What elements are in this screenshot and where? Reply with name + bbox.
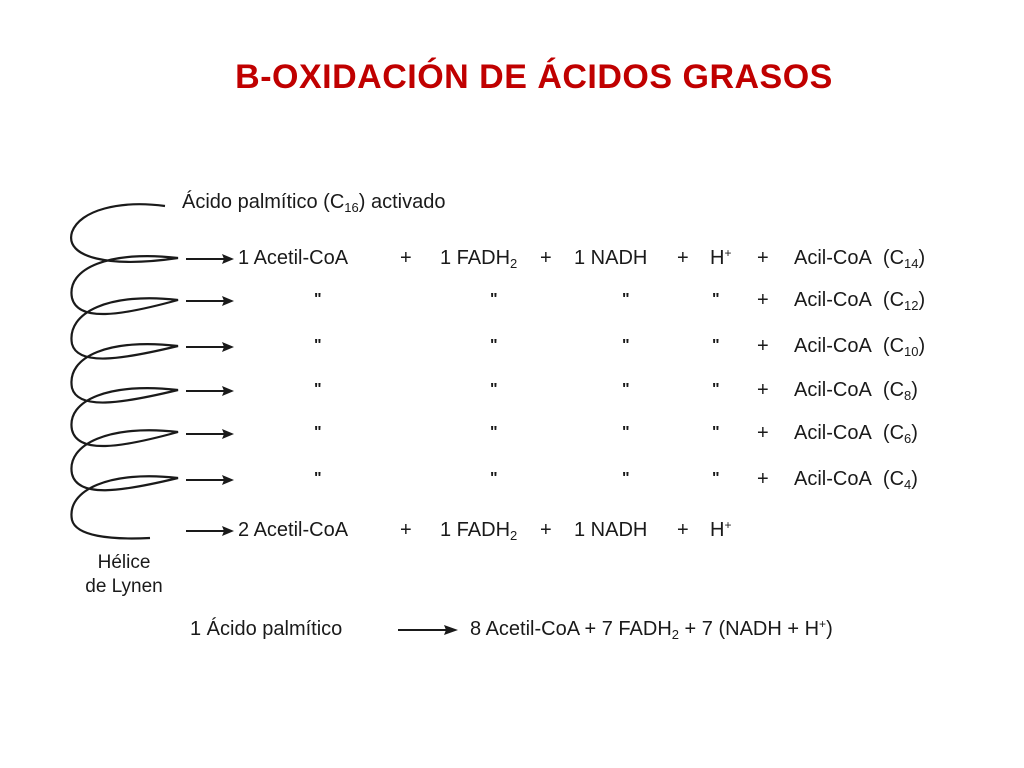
row-2-ditto-1: ": [314, 291, 322, 308]
summary-products: [470, 617, 833, 642]
row-6-ditto-1: ": [314, 470, 322, 487]
row-2-ditto-3: ": [622, 291, 630, 308]
summary-h-sup: +: [819, 617, 827, 631]
row-4-plus-acyl: +: [757, 379, 769, 401]
final-row-acetyl: 2 Acetil-CoA: [238, 519, 349, 541]
row-1-h: H: [710, 247, 725, 269]
final-row-fadh: [440, 519, 518, 543]
final-row-h: H: [710, 519, 725, 541]
row-5-acyl-label: Acil-CoA: [794, 422, 872, 444]
lynen-helix-icon: [0, 0, 200, 560]
row-1-acetyl: 1 Acetil-CoA: [238, 247, 349, 269]
summary-products-a: 8 Acetil-CoA + 7 FADH: [470, 618, 672, 640]
row-5-acyl: Acil-CoA $(C_6)$: [794, 422, 918, 446]
row-1-fadh-text: 1 FADH: [440, 247, 511, 269]
row-2-ditto-2: ": [490, 291, 498, 308]
row-3-ditto-4: ": [712, 337, 720, 354]
row-5-ditto-2: ": [490, 424, 498, 441]
summary-arrow-icon: [398, 624, 458, 636]
row-3-acyl-chain: 10: [904, 344, 919, 359]
row-3-ditto-3: ": [622, 337, 630, 354]
row-4-ditto-2: ": [490, 381, 498, 398]
row-1-acyl-label: Acil-CoA: [794, 247, 872, 269]
row-6-ditto-3: ": [622, 470, 630, 487]
row-1-fadh-sub: 2: [510, 256, 518, 271]
row-1-plus-acyl: +: [757, 247, 769, 269]
row-2-acyl: Acil-CoA $(C_{12})$: [794, 289, 926, 313]
row-5-acyl-chain: 6: [904, 431, 912, 446]
row-6-acyl-label: Acil-CoA: [794, 468, 872, 490]
row-3-acyl: Acil-CoA $(C_{10})$: [794, 335, 926, 359]
row-3-acyl-label: Acil-CoA: [794, 335, 872, 357]
row-5-ditto-3: ": [622, 424, 630, 441]
helix-label: [78, 551, 170, 599]
row-2-arrow-icon: [186, 295, 234, 307]
summary-reactant: 1 Ácido palmítico: [190, 618, 343, 640]
row-1-nadh: 1 NADH: [574, 247, 648, 269]
row-6-acyl-chain: 4: [904, 477, 912, 492]
final-row-fadh-text: 1 FADH: [440, 519, 511, 541]
row-1-proton: [710, 248, 731, 268]
row-5-arrow-icon: [186, 428, 234, 440]
title-text: B-OXIDACIÓN DE ÁCIDOS GRASOS: [235, 58, 833, 96]
row-2-acyl-label: Acil-CoA: [794, 289, 872, 311]
helix-label-line1: Hélice: [97, 552, 151, 573]
row-1-plus-2: +: [540, 247, 552, 269]
final-row-plus-1: +: [400, 519, 412, 541]
row-4-ditto-3: ": [622, 381, 630, 398]
row-3-arrow-icon: [186, 341, 234, 353]
row-5-ditto-1: ": [314, 424, 322, 441]
row-6-ditto-4: ": [712, 470, 720, 487]
row-2-plus-acyl: +: [757, 289, 769, 311]
row-4-ditto-4: ": [712, 381, 720, 398]
start-prefix: Ácido palmítico (C: [182, 191, 345, 213]
final-row-proton: [710, 520, 731, 540]
row-2-acyl-chain: 12: [904, 298, 919, 313]
row-5-plus-acyl: +: [757, 422, 769, 444]
final-row-fadh-sub: 2: [510, 528, 518, 543]
row-3-ditto-2: ": [490, 337, 498, 354]
row-4-arrow-icon: [186, 385, 234, 397]
row-1-h-sup: +: [724, 246, 732, 260]
row-4-acyl: Acil-CoA $(C_8)$: [794, 379, 918, 403]
row-6-ditto-2: ": [490, 470, 498, 487]
final-row-plus-2: +: [540, 519, 552, 541]
summary-close: ): [826, 618, 833, 640]
start-suffix: ) activado: [358, 191, 446, 213]
summary-fadh-sub: 2: [671, 627, 679, 642]
row-1-plus-3: +: [677, 247, 689, 269]
helix-label-line2: de Lynen: [85, 576, 163, 597]
row-6-acyl: Acil-CoA $(C_4)$: [794, 468, 918, 492]
row-3-ditto-1: ": [314, 337, 322, 354]
row-4-acyl-chain: 8: [904, 388, 912, 403]
row-5-ditto-4: ": [712, 424, 720, 441]
row-4-ditto-1: ": [314, 381, 322, 398]
final-row-h-sup: +: [724, 518, 732, 532]
row-1-plus-1: +: [400, 247, 412, 269]
row-1-arrow-icon: [186, 253, 234, 265]
row-1-fadh: [440, 247, 518, 271]
row-6-arrow-icon: [186, 474, 234, 486]
start-subscript: 16: [344, 200, 359, 215]
row-6-plus-acyl: +: [757, 468, 769, 490]
summary-products-b: + 7 (NADH + H: [679, 618, 820, 640]
row-1-acyl-chain: 14: [904, 256, 919, 271]
row-4-acyl-label: Acil-CoA: [794, 379, 872, 401]
row-3-plus-acyl: +: [757, 335, 769, 357]
row-1-acyl: Acil-CoA $(C_{14})$: [794, 247, 926, 271]
final-row-plus-3: +: [677, 519, 689, 541]
final-row-arrow-icon: [186, 525, 234, 537]
row-2-ditto-4: ": [712, 291, 720, 308]
start-label: [182, 191, 446, 215]
final-row-nadh: 1 NADH: [574, 519, 648, 541]
